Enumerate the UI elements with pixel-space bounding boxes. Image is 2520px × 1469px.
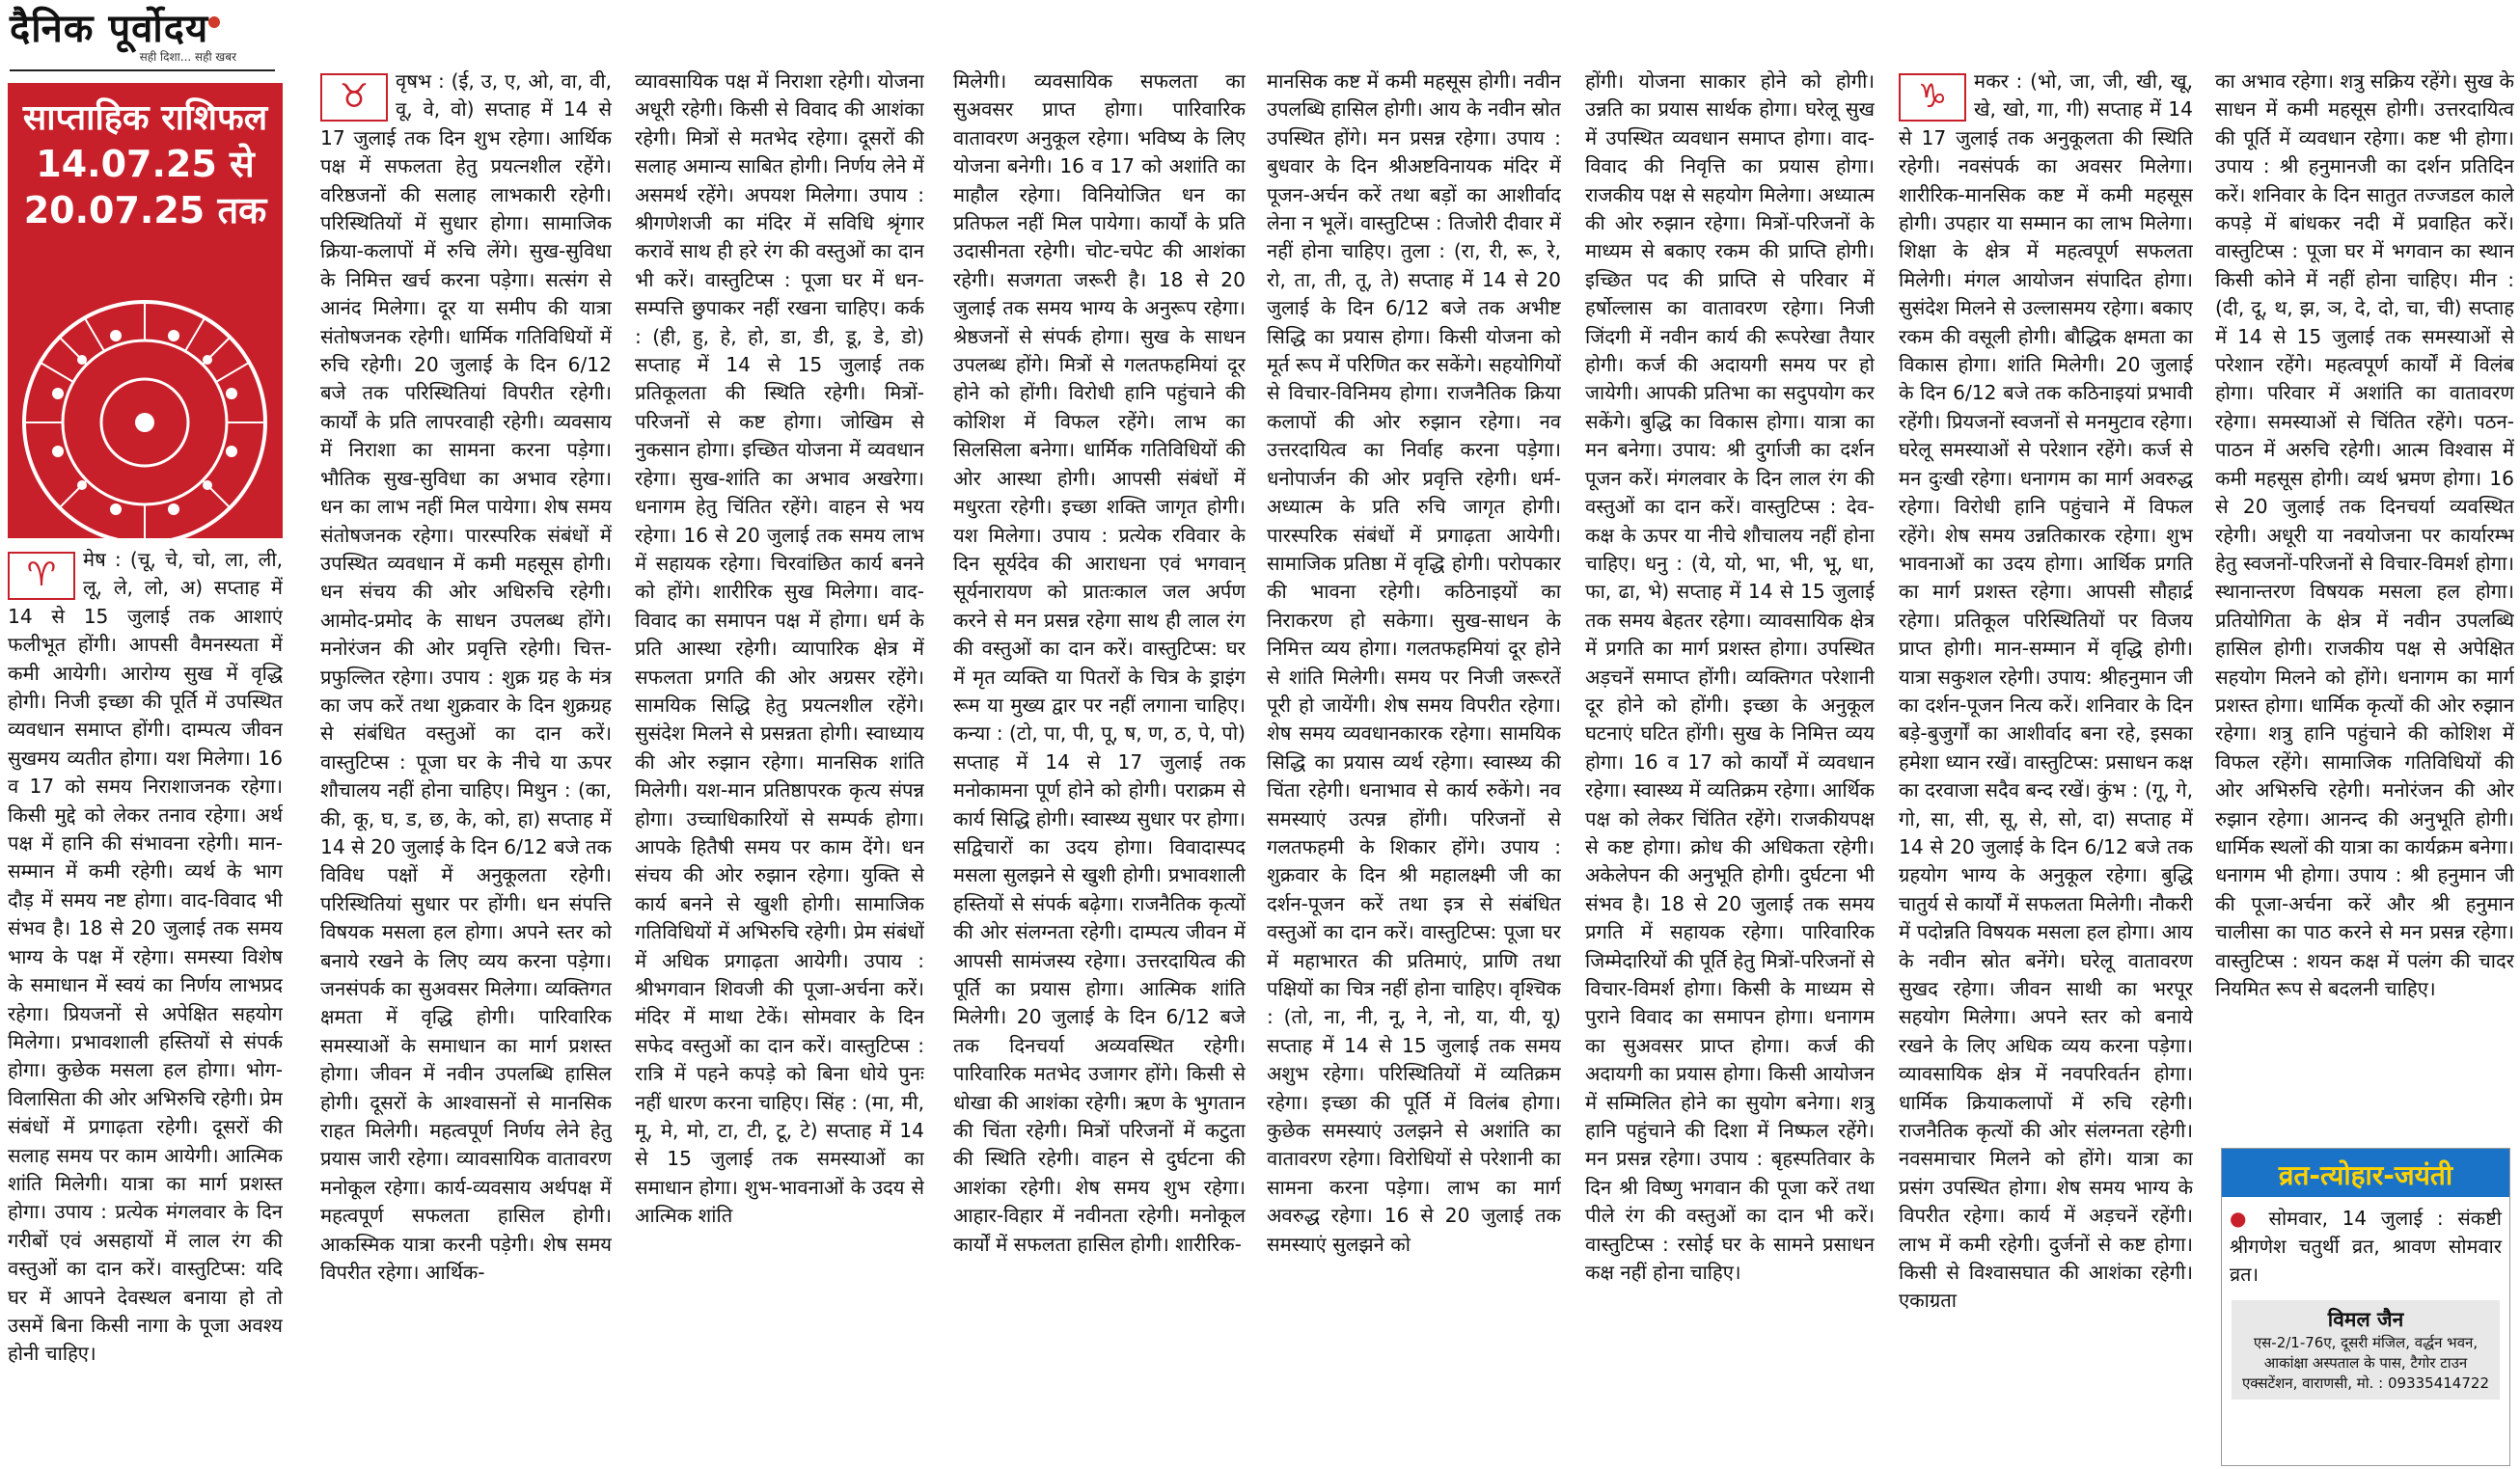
panel-date-from: 14.07.25 से [36, 143, 255, 185]
capricorn-icon: ♑ [1899, 73, 1966, 122]
column-sagittarius [1585, 68, 1875, 1466]
column-pisces [2215, 68, 2514, 1143]
column-text: मेष : (चू, चे, चो, ला, ली, लू, ले, लो, अ) सप्ताह में 14 से 15 जुलाई तक आशाएं फलीभूत होंगी। आपसी वैमनस्यता में कमी आयेगी। आरोग्य सुख में वृद्धि होगी। निजी इच्छा की पूर्ति में उपस्थित व्यवधान समाप्त होंगी। दाम्पत्य जीवन सुखमय व्यतीत होगा। यश मिलेगा। 16 व 17 को समय निराशाजनक रहेगा। किसी मुद्दे को लेकर तनाव रहेगा। अर्थ पक्ष में हानि की संभावना रहेगी। मान-सम्मान में कमी रहेगी। व्यर्थ के भाग दौड़ में समय नष्ट होगा। वाद-विवाद भी संभव है। 18 से 20 जुलाई तक समय भाग्य के पक्ष में रहेगा। समस्या विशेष के समाधान में स्वयं का निर्णय लाभप्रद रहेगा। प्रियजनों से अपेक्षित सहयोग मिलेगा। प्रभावशाली हस्तियों से संपर्क होगा। कुछेक मसला हल होगा। भोग-विलासिता की ओर अभिरुचि रहेगी। प्रेम संबंधों में प्रगाढ़ता रहेगी। दूसरों की सलाह समय पर काम आयेगी। आत्मिक शांति मिलेगी। यात्रा का मार्ग प्रशस्त होगा। उपाय : प्रत्येक मंगलवार के दिन गरीबों एवं असहायों में लाल रंग की वस्तुओं का दान करें। वास्तुटिप्स: यदि घर में आपने देवस्थल बनाया हो तो उसमें बिना किसी नागा के पूजा अवश्य होनी चाहिए। [8, 548, 283, 1366]
column-text: मकर : (भो, जा, जी, खी, खू, खे, खो, गा, गी) सप्ताह में 14 से 17 जुलाई तक अनुकूलता की स्थिति रहेगी। नवसंपर्क का अवसर मिलेगा। शारीरिक-मानसिक कष्ट में कमी महसूस होगी। उपहार या सम्मान का लाभ मिलेगा। शिक्षा के क्षेत्र में महत्वपूर्ण सफलता मिलेगी। मंगल आयोजन संपादित होगा। सुसंदेश मिलने से उल्लासमय रहेगा। बकाए रकम की वसूली होगी। बौद्धिक क्षमता का विकास होगा। शांति मिलेगी। 20 जुलाई के दिन 6/12 बजे तक कठिनाइयां प्रभावी रहेंगी। प्रियजनों स्वजनों से मनमुटाव रहेगा। घरेलू समस्याओं से परेशान रहेंगे। कर्ज से मन दुःखी रहेगा। धनागम का मार्ग अवरुद्ध रहेगा। विरोधी हानि पहुंचाने में विफल रहेंगे। शेष समय उन्नतिकारक रहेगा। शुभ भावनाओं का उदय होगा। आर्थिक प्रगति का मार्ग प्रशस्त रहेगा। आपसी सौहार्द्र रहेगा। प्रतिकूल परिस्थितियों पर विजय प्राप्त होगी। मान-सम्मान में वृद्धि होगी। यात्रा सकुशल रहेगी। उपाय: श्रीहनुमान जी का दर्शन-पूजन नित्य करें। शनिवार के दिन बड़े-बुजुर्गों का आशीर्वाद बना रहे, इसका हमेशा ध्यान रखें। वास्तुटिप्स: प्रसाधन कक्ष का दरवाजा सदैव बन्द रखें। कुंभ : (गू, गे, गो, सा, सी, सू, से, सो, दा) सप्ताह में 14 से 20 जुलाई के दिन 6/12 बजे तक ग्रहयोग भाग्य के अनुकूल रहेगा। बुद्धि चातुर्य से कार्यों में सफलता मिलेगी। नौकरी में पदोन्नति विषयक मसला हल होगा। आय के नवीन स्रोत बनेंगे। घरेलू वातावरण सुखद रहेगा। जीवन साथी का भरपूर सहयोग मिलेगा। अपने स्तर को बनाये रखने के लिए अधिक व्यय करना पड़ेगा। व्यावसायिक क्षेत्र में नवपरिवर्तन होगा। धार्मिक क्रियाकलापों में रुचि रहेगी। राजनैतिक कृत्यों की ओर संलग्नता रहेगी। नवसमाचार मिलने को होंगे। यात्रा का प्रसंग उपस्थित होगा। शेष समय भाग्य के विपरीत रहेगा। कार्य में अड़चनें रहेंगी। लाभ में कमी रहेगी। दुर्जनों से कष्ट होगा। किसी से विश्वासघात की आशंका रहेगी। एकाग्रता [1899, 69, 2193, 1313]
column-aries [8, 546, 283, 1462]
column-text: मिलेगी। व्यवसायिक सफलता का सुअवसर प्राप्त होगा। पारिवारिक वातावरण अनुकूल रहेगा। भविष्य के लिए योजना बनेगी। 16 व 17 को अशांति का माहौल रहेगा। विनियोजित धन का प्रतिफल नहीं मिल पायेगा। कार्यों के प्रति उदासीनता रहेगी। चोट-चपेट की आशंका रहेगी। सजगता जरूरी है। 18 से 20 जुलाई तक समय भाग्य के अनुरूप रहेगा। श्रेष्ठजनों से संपर्क होगा। सुख के साधन उपलब्ध होंगे। मित्रों से गलतफहमियां दूर होने को होंगी। विरोधी हानि पहुंचाने की कोशिश में विफल रहेंगे। लाभ का सिलसिला बनेगा। धार्मिक गतिविधियों की ओर आस्था होगी। आपसी संबंधों में मधुरता रहेगी। इच्छा शक्ति जागृत होगी। यश मिलेगा। उपाय : प्रत्येक रविवार के दिन सूर्यदेव की आराधना एवं भगवान् सूर्यनारायण को प्रातःकाल जल अर्पण करने से मन प्रसन्न रहेगा साथ ही लाल रंग की वस्तुओं का दान करें। वास्तुटिप्स: घर में मृत व्यक्ति या पितरों के चित्र के ड्राइंग रूम या मुख्य द्वार पर नहीं लगाना चाहिए। कन्या : (टो, पा, पी, पू, ष, ण, ठ, पे, पो) सप्ताह में 14 से 17 जुलाई तक मनोकामना पूर्ण होने को होगी। पराक्रम से कार्य सिद्धि होगी। स्वास्थ्य सुधार पर होगा। सद्विचारों का उदय होगा। विवादास्पद मसला सुलझने से खुशी होगी। प्रभावशाली हस्तियों से संपर्क बढ़ेगा। राजनैतिक कृत्यों की ओर संलग्नता रहेगी। दाम्पत्य जीवन में आपसी सामंजस्य रहेगा। उत्तरदायित्व की पूर्ति का प्रयास होगा। आत्मिक शांति मिलेगी। 20 जुलाई के दिन 6/12 बजे तक दिनचर्या अव्यवस्थित रहेगी। पारिवारिक मतभेद उजागर होंगे। किसी से धोखा की आशंका रहेगी। ऋण के भुगतान की चिंता रहेगी। मित्रों परिजनों में कटुता की स्थिति रहेगी। वाहन से दुर्घटना की आशंका रहेगी। शेष समय शुभ रहेगा। आहार-विहार में नवीनता रहेगी। मनोकूल कार्यों में सफलता हासिल होगी। शारीरिक- [953, 69, 1246, 1256]
column-libra-scorpio [1267, 68, 1561, 1466]
aries-icon: ♈ [8, 552, 75, 600]
author-address: एस-2/1-76ए, दूसरी मंजिल, वर्द्धन भवन, आकांक्षा अस्पताल के पास, टैगोर टाउन एक्सटेंशन, वाराणसी, मो. : 09335414722 [2242, 1334, 2489, 1392]
taurus-icon: ♉ [320, 73, 388, 122]
column-text: वृषभ : (ई, उ, ए, ओ, वा, वी, वू, वे, वो) सप्ताह में 14 से 17 जुलाई तक दिन शुभ रहेगा। आर्थिक पक्ष में सफलता हेतु प्रयत्नशील रहेंगे। वरिष्ठजनों की सलाह लाभकारी रहेगी। परिस्थितियों में सुधार होगा। सामाजिक क्रिया-कलापों में रुचि लेंगे। सुख-सुविधा के निमित्त खर्च करना पड़ेगा। सत्संग से आनंद मिलेगा। दूर या समीप की यात्रा संतोषजनक रहेगी। धार्मिक गतिविधियों में रुचि रहेगी। 20 जुलाई के दिन 6/12 बजे तक परिस्थितियां विपरीत रहेगी। कार्यों के प्रति लापरवाही रहेगी। व्यवसाय में निराशा का सामना करना पड़ेगा। भौतिक सुख-सुविधा का अभाव रहेगा। धन का लाभ नहीं मिल पायेगा। शेष समय संतोषजनक रहेगा। पारस्परिक संबंधों में उपस्थित व्यवधान में कमी महसूस होगी। धन संचय की ओर अधिरुचि रहेगी। आमोद-प्रमोद के साधन उपलब्ध होंगे। मनोरंजन की ओर प्रवृत्ति रहेगी। चित्त-प्रफुल्लित रहेगा। उपाय : शुक्र ग्रह के मंत्र का जप करें तथा शुक्रवार के दिन शुक्रग्रह से संबंधित वस्तुओं का दान करें। वास्तुटिप्स : पूजा घर के नीचे या ऊपर शौचालय नहीं होना चाहिए। मिथुन : (का, की, कू, घ, ड, छ, के, को, हा) सप्ताह में 14 से 20 जुलाई के दिन 6/12 बजे तक विविध पक्षों में अनुकूलता रहेगी। परिस्थितियां सुधार पर होंगी। धन संपत्ति विषयक मसला हल होगा। अपने स्तर को बनाये रखने के लिए व्यय करना पड़ेगा। जनसंपर्क का सुअवसर मिलेगा। व्यक्तिगत क्षमता में वृद्धि होगी। पारिवारिक समस्याओं के समाधान का मार्ग प्रशस्त होगा। जीवन में नवीन उपलब्धि हासिल होगी। दूसरों के आश्वासनों से मानसिक राहत मिलेगी। महत्वपूर्ण निर्णय लेने हेतु प्रयास जारी रहेगा। व्यावसायिक वातावरण मनोकूल रहेगा। कार्य-व्यवसाय अर्थपक्ष में महत्वपूर्ण सफलता हासिल होगी। आकस्मिक यात्रा करनी पड़ेगी। शेष समय विपरीत रहेगा। आर्थिक- [320, 69, 612, 1285]
sun-logo-icon [208, 16, 220, 28]
author-box [2232, 1300, 2500, 1400]
column-text: होंगी। योजना साकार होने को होगी। उन्नति का प्रयास सार्थक होगा। घरेलू सुख में उपस्थित व्यवधान समाप्त होगा। वाद-विवाद की निवृत्ति का प्रयास होगा। राजकीय पक्ष से सहयोग मिलेगा। अध्यात्म की ओर रुझान रहेगा। मित्रों-परिजनों के माध्यम से बकाए रकम की प्राप्ति होगी। इच्छित पद की प्राप्ति से परिवार में हर्षोल्लास का वातावरण रहेगा। निजी जिंदगी में नवीन कार्य की रूपरेखा तैयार होगी। कर्ज की अदायगी समय पर हो जायेगी। आपकी प्रतिभा का सदुपयोग कर सकेंगे। बुद्धि का विकास होगा। यात्रा का मन बनेगा। उपाय: श्री दुर्गाजी का दर्शन पूजन करें। मंगलवार के दिन लाल रंग की वस्तुओं का दान करें। वास्तुटिप्स : देव-कक्ष के ऊपर या नीचे शौचालय नहीं होना चाहिए। धनु : (ये, यो, भा, भी, भू, धा, फा, ढा, भे) सप्ताह में 14 से 15 जुलाई तक समय बेहतर रहेगा। व्यावसायिक क्षेत्र में प्रगति का मार्ग प्रशस्त होगा। उपस्थित अड़चनें समाप्त होंगी। व्यक्तिगत परेशानी दूर होने को होंगी। इच्छा के अनुकूल घटनाएं घटित होंगी। सुख के निमित्त व्यय होगा। 16 व 17 को कार्यों में व्यवधान रहेगा। स्वास्थ्य में व्यतिक्रम रहेगा। आर्थिक पक्ष को लेकर चिंतित रहेंगे। राजकीयपक्ष से कष्ट होगा। क्रोध की अधिकता रहेगी। अकेलेपन की अनुभूति होगी। दुर्घटना भी संभव है। 18 से 20 जुलाई तक समय प्रगति में सहायक रहेगा। पारिवारिक जिम्मेदारियों की पूर्ति हेतु मित्रों-परिजनों से विचार-विमर्श होगा। किसी के माध्यम से पुराने विवाद का समापन होगा। धनागम का सुअवसर प्राप्त होगा। कर्ज की अदायगी का प्रयास होगा। किसी आयोजन में सम्मिलित होने का सुयोग बनेगा। शत्रु हानि पहुंचाने की दिशा में निष्फल रहेंगे। मन प्रसन्न रहेगा। उपाय : बृहस्पतिवार के दिन श्री विष्णु भगवान की पूजा करें तथा पीले रंग की वस्तुओं का दान भी करें। वास्तुटिप्स : रसोई घर के सामने प्रसाधन कक्ष नहीं होना चाहिए। [1585, 69, 1875, 1285]
column-capricorn-aquarius [1899, 68, 2193, 1466]
column-leo-virgo [953, 68, 1246, 1466]
festival-header: व्रत-त्योहार-जयंती [2222, 1149, 2509, 1197]
festival-text [2222, 1197, 2509, 1294]
festival-box [2221, 1148, 2510, 1466]
author-name: विमल जैन [2327, 1308, 2404, 1331]
horoscope-title-panel [8, 83, 283, 538]
panel-title: साप्ताहिक राशिफल [22, 98, 268, 138]
newspaper-name: दैनिक पूर्वोदय [10, 4, 275, 54]
masthead [10, 4, 275, 71]
column-text: व्यावसायिक पक्ष में निराशा रहेगी। योजना अधूरी रहेगी। किसी से विवाद की आशंका रहेगी। मित्रों से मतभेद रहेगा। दूसरों की सलाह अमान्य साबित होगी। निर्णय लेने में असमर्थ रहेंगे। अपयश मिलेगा। उपाय : श्रीगणेशजी का मंदिर में सविधि श्रृंगार करावें साथ ही हरे रंग की वस्तुओं का दान भी करें। वास्तुटिप्स : पूजा घर में धन-सम्पत्ति छुपाकर नहीं रखना चाहिए। कर्क : (ही, हु, हे, हो, डा, डी, डू, डे, डो) सप्ताह में 14 से 15 जुलाई तक प्रतिकूलता की स्थिति रहेगी। मित्रों-परिजनों से कष्ट होगा। जोखिम से नुकसान होगा। इच्छित योजना में व्यवधान रहेगा। सुख-शांति का अभाव अखरेगा। धनागम हेतु चिंतित रहेंगे। वाहन से भय रहेगा। 16 से 20 जुलाई तक समय लाभ में सहायक रहेगा। चिरवांछित कार्य बनने को होंगे। शारीरिक सुख मिलेगा। वाद-विवाद का समापन पक्ष में होगा। धर्म के प्रति आस्था रहेगी। व्यापारिक क्षेत्र में सफलता प्रगति की ओर अग्रसर रहेंगे। सामयिक सिद्धि हेतु प्रयत्नशील रहेंगे। सुसंदेश मिलने से प्रसन्नता होगी। स्वाध्याय की ओर रुझान रहेगा। मानसिक शांति मिलेगी। यश-मान प्रतिष्ठापरक कृत्य संपन्न होगा। उच्चाधिकारियों से सम्पर्क होगा। आपके हितैषी समय पर काम देंगे। धन संचय की ओर रुझान रहेगा। युक्ति से कार्य बनने से खुशी होगी। सामाजिक गतिविधियों में अभिरुचि रहेगी। प्रेम संबंधों में अधिक प्रगाढ़ता आयेगी। उपाय : श्रीभगवान शिवजी की पूजा-अर्चना करें। मंदिर में माथा टेकें। सोमवार के दिन सफेद वस्तुओं का दान करें। वास्तुटिप्स : रात्रि में पहने कपड़े को बिना धोये पुनः नहीं धारण करना चाहिए। सिंह : (मा, मी, मू, मे, मो, टा, टी, टू, टे) सप्ताह में 14 से 15 जुलाई तक समस्याओं का समाधान होगा। शुभ-भावनाओं के उदय से आत्मिक शांति [635, 69, 924, 1228]
column-text: मानसिक कष्ट में कमी महसूस होगी। नवीन उपलब्धि हासिल होगी। आय के नवीन स्रोत उपस्थित होंगे। मन प्रसन्न रहेगा। उपाय : बुधवार के दिन श्रीअष्टविनायक मंदिर में पूजन-अर्चन करें तथा बड़ों का आशीर्वाद लेना न भूलें। वास्तुटिप्स : तिजोरी दीवार में नहीं होना चाहिए। तुला : (रा, री, रू, रे, रो, ता, ती, तू, ते) सप्ताह में 14 से 20 जुलाई के दिन 6/12 बजे तक अभीष्ट सिद्धि का प्रयास होगा। किसी योजना को मूर्त रूप में परिणित कर सकेंगे। सहयोगियों से विचार-विनिमय होगा। राजनैतिक क्रिया कलापों की ओर रुझान रहेगा। नव उत्तरदायित्व का निर्वाह करना पड़ेगा। धनोपार्जन की ओर प्रवृत्ति रहेगी। धर्म-अध्यात्म के प्रति रुचि जागृत होगी। पारस्परिक संबंधों में प्रगाढ़ता आयेगी। सामाजिक प्रतिष्ठा में वृद्धि होगी। परोपकार की भावना रहेगी। कठिनाइयों का निराकरण हो सकेगा। सुख-साधन के निमित्त व्यय होगा। गलतफहमियां दूर होने से शांति मिलेगी। समय पर निजी जरूरतें पूरी हो जायेंगी। शेष समय विपरीत रहेगा। शेष समय व्यवधानकारक रहेगा। सामयिक सिद्धि का प्रयास व्यर्थ रहेगा। स्वास्थ्य की चिंता रहेगी। धनाभाव से कार्य रुकेंगे। नव समस्याएं उत्पन्न होंगी। परिजनों से गलतफहमी के शिकार होंगे। उपाय : शुक्रवार के दिन श्री महालक्ष्मी जी का दर्शन-पूजन करें तथा इत्र से संबंधित वस्तुओं का दान करें। वास्तुटिप्स: पूजा घर में महाभारत की प्रतिमाएं, प्राणि तथा पक्षियों का चित्र नहीं होना चाहिए। वृश्चिक : (तो, ना, नी, नू, ने, नो, या, यी, यू) सप्ताह में 14 से 15 जुलाई तक समय अशुभ रहेगा। परिस्थितियों में व्यतिक्रम रहेगा। इच्छा की पूर्ति में विलंब होगा। कुछेक समस्याएं उलझने से अशांति का वातावरण रहेगा। विरोधियों से परेशानी का सामना करना पड़ेगा। लाभ का मार्ग अवरुद्ध रहेगा। 16 से 20 जुलाई तक समस्याएं सुलझने को [1267, 69, 1561, 1256]
festival-text-body: सोमवार, 14 जुलाई : संकष्टी श्रीगणेश चतुर्थी व्रत, श्रावण सोमवार व्रत। [2230, 1207, 2502, 1286]
newspaper-tagline: सही दिशा... सही खबर [139, 50, 236, 64]
column-cancer-leo [635, 68, 924, 1466]
column-text: का अभाव रहेगा। शत्रु सक्रिय रहेंगे। सुख के साधन में कमी महसूस होगी। उत्तरदायित्व की पूर्ति में व्यवधान रहेगा। कष्ट भी होगा। उपाय : श्री हनुमानजी का दर्शन प्रतिदिन करें। शनिवार के दिन सातुत तज्जडल काले कपड़े में बांधकर नदी में प्रवाहित करें। वास्तुटिप्स : पूजा घर में भगवान का स्थान किसी कोने में नहीं होना चाहिए। मीन : (दी, दू, थ, झ, ञ, दे, दो, चा, ची) सप्ताह में 14 से 15 जुलाई तक समस्याओं से परेशान रहेंगे। महत्वपूर्ण कार्यों में विलंब होगा। परिवार में अशांति का वातावरण रहेगा। समस्याओं से चिंतित रहेंगे। पठन-पाठन में अरुचि रहेगी। आत्म विश्वास में कमी महसूस होगी। व्यर्थ भ्रमण होगा। 16 से 20 जुलाई तक दिनचर्या व्यवस्थित रहेगी। अधूरी या नवयोजना पर कार्यारम्भ हेतु स्वजनों-परिजनों से विचार-विमर्श होगा। स्थानान्तरण विषयक मसला हल होगा। प्रतियोगिता के क्षेत्र में नवीन उपलब्धि हासिल होगी। राजकीय पक्ष से अपेक्षित सहयोग मिलने को होंगे। धनागम का मार्ग प्रशस्त होगा। धार्मिक कृत्यों की ओर रुझान रहेगा। शत्रु हानि पहुंचाने की कोशिश में विफल रहेंगे। सामाजिक गतिविधियों की ओर अभिरुचि रहेगी। मनोरंजन की ओर रुझान रहेगा। आनन्द की अनुभूति होगी। धार्मिक स्थलों की यात्रा का कार्यक्रम बनेगा। धनागम भी होगा। उपाय : श्री हनुमान जी की पूजा-अर्चना करें और श्री हनुमान चालीसा का पाठ करने से मन प्रसन्न रहेगा। वास्तुटिप्स : शयन कक्ष में पलंग की चादर नियमित रूप से बदलनी चाहिए। [2215, 69, 2514, 1000]
bullet-icon: ● [2230, 1207, 2269, 1230]
zodiac-wheel-icon [19, 297, 270, 538]
panel-date-to: 20.07.25 तक [23, 189, 267, 231]
column-taurus-gemini [320, 68, 612, 1466]
